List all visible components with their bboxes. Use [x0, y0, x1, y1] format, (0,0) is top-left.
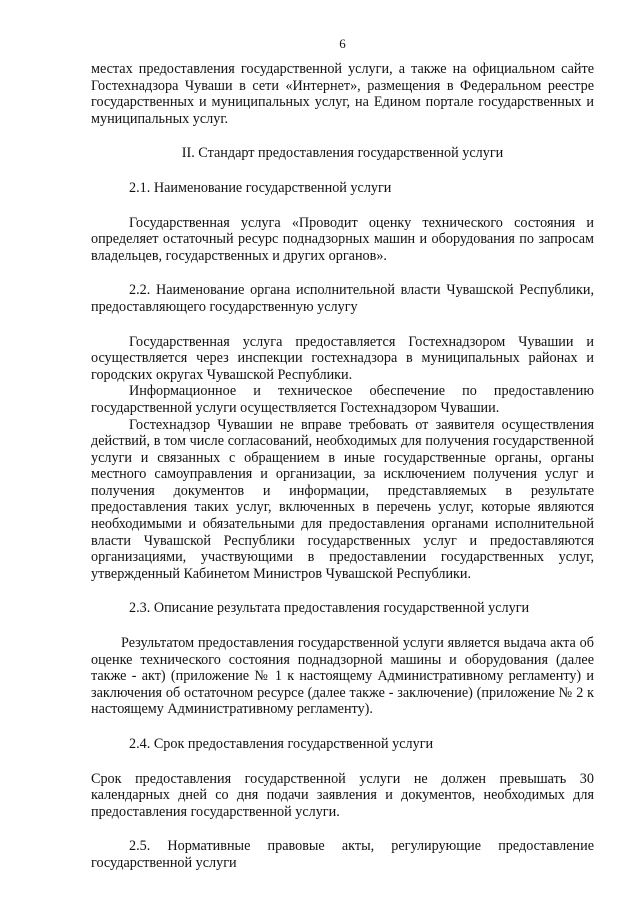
- subsection-heading-2-2: 2.2. Наименование органа исполнительной власти Чувашской Республики, предоставляющего государственную услугу: [91, 282, 594, 315]
- paragraph-2-2-b: Информационное и техническое обеспечение по предоставлению государственной услуги осуществляется Гостехнадзором Чувашии.: [91, 383, 594, 416]
- paragraph-2-2-c: Гостехнадзор Чувашии не вправе требовать от заявителя осуществления действий, в том числе согласований, необходимых для получения государственной услуги и связанных с обращением в иные государственные органы, органы местного самоуправления и организации, за исключением получения услуг и получения документов и информации, представляемых в результате предоставления таких услуг, включенных в перечень услуг, которые являются необходимыми и обязательными для предоставления органами исполнительной власти Чувашской Республики государственных услуг и предоставляются организациями, участвующими в предоставлении государственных услуг, утвержденный Кабинетом Министров Чувашской Республики.: [91, 416, 594, 582]
- paragraph-2-4: Срок предоставления государственной услуги не должен превышать 30 календарных дней со дня подачи заявления и документов, необходимых для предоставления государственной услуги.: [91, 770, 594, 820]
- subsection-heading-2-3: 2.3. Описание результата предоставления государственной услуги: [129, 600, 530, 617]
- subsection-heading-2-5: 2.5. Нормативные правовые акты, регулирующие предоставление государственной услуги: [91, 838, 594, 871]
- paragraph-2-3: Результатом предоставления государственной услуги является выдача акта об оценке технического состояния поднадзорной машины и оборудования (далее также - акт) (приложение № 1 к настоящему Административному регламенту) и заключения об остаточном ресурсе (далее также - заключение) (приложение № 2 к настоящему Административному регламенту).: [91, 635, 594, 718]
- document-body: [91, 61, 594, 872]
- section-heading-ii: II. Стандарт предоставления государственной услуги: [181, 145, 504, 162]
- paragraph-2-2-a: Государственная услуга предоставляется Гостехнадзором Чувашии и осуществляется через инспекции гостехнадзора в муниципальных районах и городских округах Чувашской Республики.: [91, 333, 594, 383]
- subsection-heading-2-4: 2.4. Срок предоставления государственной услуги: [129, 736, 434, 752]
- subsection-heading-2-1: 2.1. Наименование государственной услуги: [129, 179, 392, 196]
- page-number: 6: [339, 36, 346, 51]
- paragraph-2-1: Государственная услуга «Проводит оценку технического состояния и определяет остаточный ресурс поднадзорных машин и оборудования по запросам владельцев, государственных и других органов».: [91, 214, 594, 264]
- paragraph-intro-continuation: местах предоставления государственной услуги, а также на официальном сайте Гостехнадзора Чуваши в сети «Интернет», размещения в Федеральном реестре государственных и муниципальных услуг, на Едином портале государственных и муниципальных услуг.: [91, 61, 594, 127]
